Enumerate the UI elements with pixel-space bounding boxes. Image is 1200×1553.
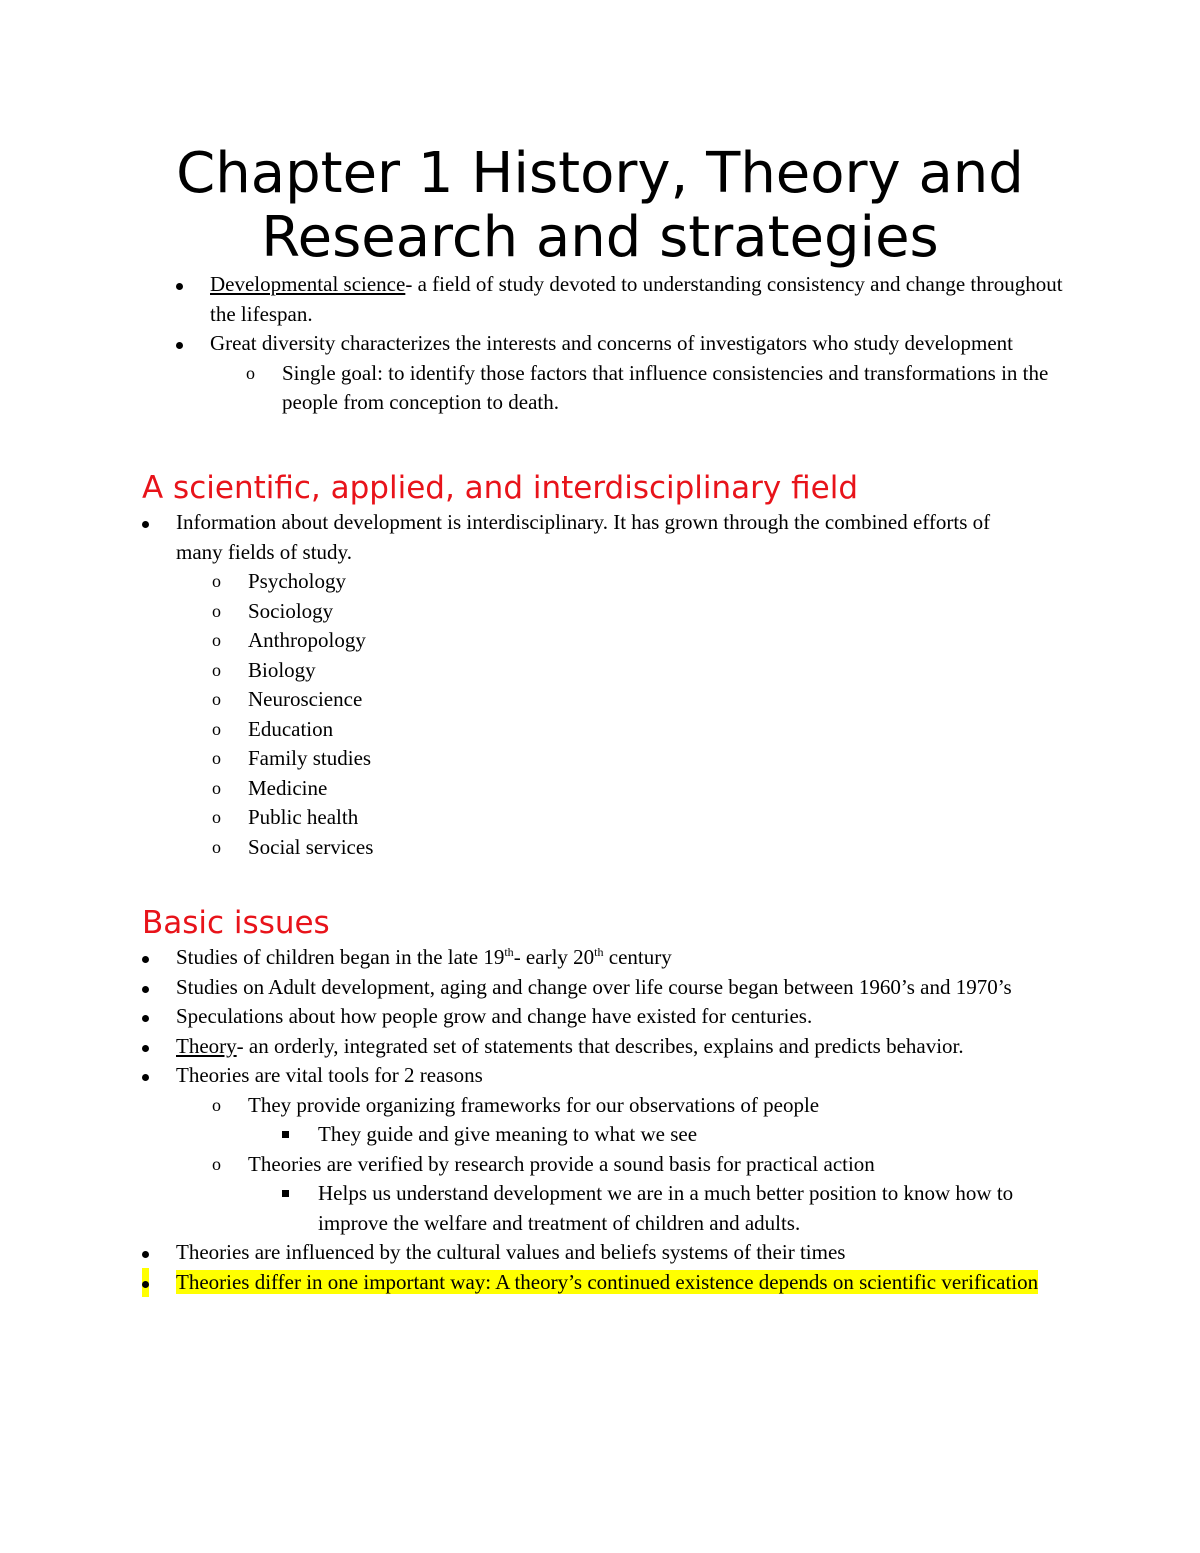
bullet-circle-icon: o [212, 836, 221, 857]
page-title: Chapter 1 History, Theory and Research and strategies [176, 141, 1024, 270]
field-item [142, 597, 1042, 627]
sub-list-item [142, 1091, 1062, 1121]
field-label: Public health [248, 805, 359, 829]
section-heading-interdisciplinary: A scientific, applied, and interdisciplinary field [142, 470, 859, 506]
sub-sub-list-item [142, 1179, 1062, 1238]
field-label: Medicine [248, 775, 328, 800]
bullet-dot-icon [142, 1032, 149, 1062]
list-item-text: Speculations about how people grow and change have existed for centuries. [176, 1004, 813, 1028]
definition-text: - a field of study devoted to understanding consistency and change throughout the lifespan. [210, 272, 1063, 326]
bullet-dot-icon [176, 270, 183, 300]
field-item [142, 744, 1042, 774]
list-item [176, 329, 1076, 359]
bullet-square-icon [282, 1179, 289, 1209]
term-theory: Theory [176, 1033, 237, 1058]
highlighted-text: Theories differ in one important way: A theory’s continued existence depends on scientific verification [176, 1269, 1039, 1294]
bullet-circle-icon: o [212, 630, 221, 650]
list-item-text: - early 20 [513, 945, 595, 969]
list-item-text: Theories are influenced by the cultural values and beliefs systems of their times [176, 1240, 846, 1264]
field-label: Social services [248, 834, 374, 859]
field-item [142, 626, 1042, 656]
list-item [142, 1238, 1062, 1268]
bullet-circle-icon: o [212, 748, 221, 768]
field-label: Neuroscience [248, 687, 363, 711]
definition-text: - an orderly, integrated set of statements that describes, explains and predicts behavior. [236, 1033, 964, 1058]
list-item [142, 1032, 1062, 1062]
bullet-circle-icon: o [212, 718, 221, 739]
bullet-dot-icon [176, 329, 183, 359]
bullet-dot-icon [142, 1238, 149, 1268]
list-item-text: century [603, 945, 672, 969]
list-item [142, 508, 1042, 567]
bullet-circle-icon: o [212, 600, 221, 621]
list-item-text: They guide and give meaning to what we see [318, 1122, 698, 1146]
field-item [142, 803, 1042, 833]
bullet-circle-icon: o [212, 1153, 221, 1174]
intro-list [176, 270, 1076, 418]
field-label: Biology [248, 657, 316, 682]
list-item-text: Helps us understand development we are in a much better position to know how to improve the welfare and treatment of children and adults. [318, 1181, 1014, 1235]
basic-issues-list [142, 943, 1062, 1297]
bullet-circle-icon: o [212, 777, 221, 798]
list-item-text: Studies on Adult development, aging and change over life course began between 1960’s and 1970’s [176, 974, 1012, 999]
list-item [142, 943, 1062, 973]
bullet-circle-icon: o [212, 571, 221, 591]
bullet-dot-icon [142, 973, 149, 1003]
list-item-text: Theories are verified by research provide a sound basis for practical action [248, 1151, 875, 1176]
superscript: th [504, 945, 514, 959]
bullet-circle-icon: o [212, 689, 221, 709]
list-item [142, 1061, 1062, 1091]
bullet-circle-icon: o [212, 659, 221, 680]
highlighted-list-item [142, 1268, 1062, 1298]
list-item [142, 1002, 1062, 1032]
field-label: Education [248, 716, 334, 741]
interdisciplinary-list [142, 508, 1042, 862]
field-label: Psychology [248, 569, 347, 593]
list-item-text: Great diversity characterizes the interests and concerns of investigators who study development [210, 331, 1013, 355]
term-developmental-science: Developmental science [210, 272, 406, 296]
list-item-text: Theories are vital tools for 2 reasons [176, 1063, 483, 1087]
field-item [142, 567, 1042, 597]
sub-sub-list-item [142, 1120, 1062, 1150]
field-label: Sociology [248, 598, 334, 623]
field-label: Anthropology [248, 628, 366, 652]
field-item [142, 656, 1042, 686]
list-item-text: Information about development is interdisciplinary. It has grown through the combined efforts of many fields of study. [176, 510, 991, 564]
bullet-dot-icon [142, 943, 149, 973]
bullet-dot-icon [142, 1002, 149, 1032]
bullet-circle-icon: o [212, 1094, 221, 1115]
list-item [176, 270, 1076, 329]
list-item-text: They provide organizing frameworks for our observations of people [248, 1092, 820, 1117]
list-item-text: Studies of children began in the late 19 [176, 945, 505, 969]
field-item [142, 715, 1042, 745]
bullet-dot-icon [142, 508, 149, 538]
field-label: Family studies [248, 746, 372, 770]
field-item [142, 685, 1042, 715]
list-item-text: Single goal: to identify those factors that influence consistencies and transformations in the people from conception to death. [282, 360, 1049, 414]
bullet-dot-icon [142, 1061, 149, 1091]
superscript: th [594, 945, 604, 959]
section-heading-basic-issues: Basic issues [142, 905, 330, 941]
bullet-circle-icon: o [212, 807, 221, 827]
sub-list-item [176, 359, 1076, 418]
list-item [142, 973, 1062, 1003]
sub-list-item [142, 1150, 1062, 1180]
field-item [142, 833, 1042, 863]
bullet-dot-icon [142, 1268, 149, 1298]
field-item [142, 774, 1042, 804]
bullet-circle-icon: o [246, 362, 255, 383]
bullet-square-icon [282, 1120, 289, 1150]
